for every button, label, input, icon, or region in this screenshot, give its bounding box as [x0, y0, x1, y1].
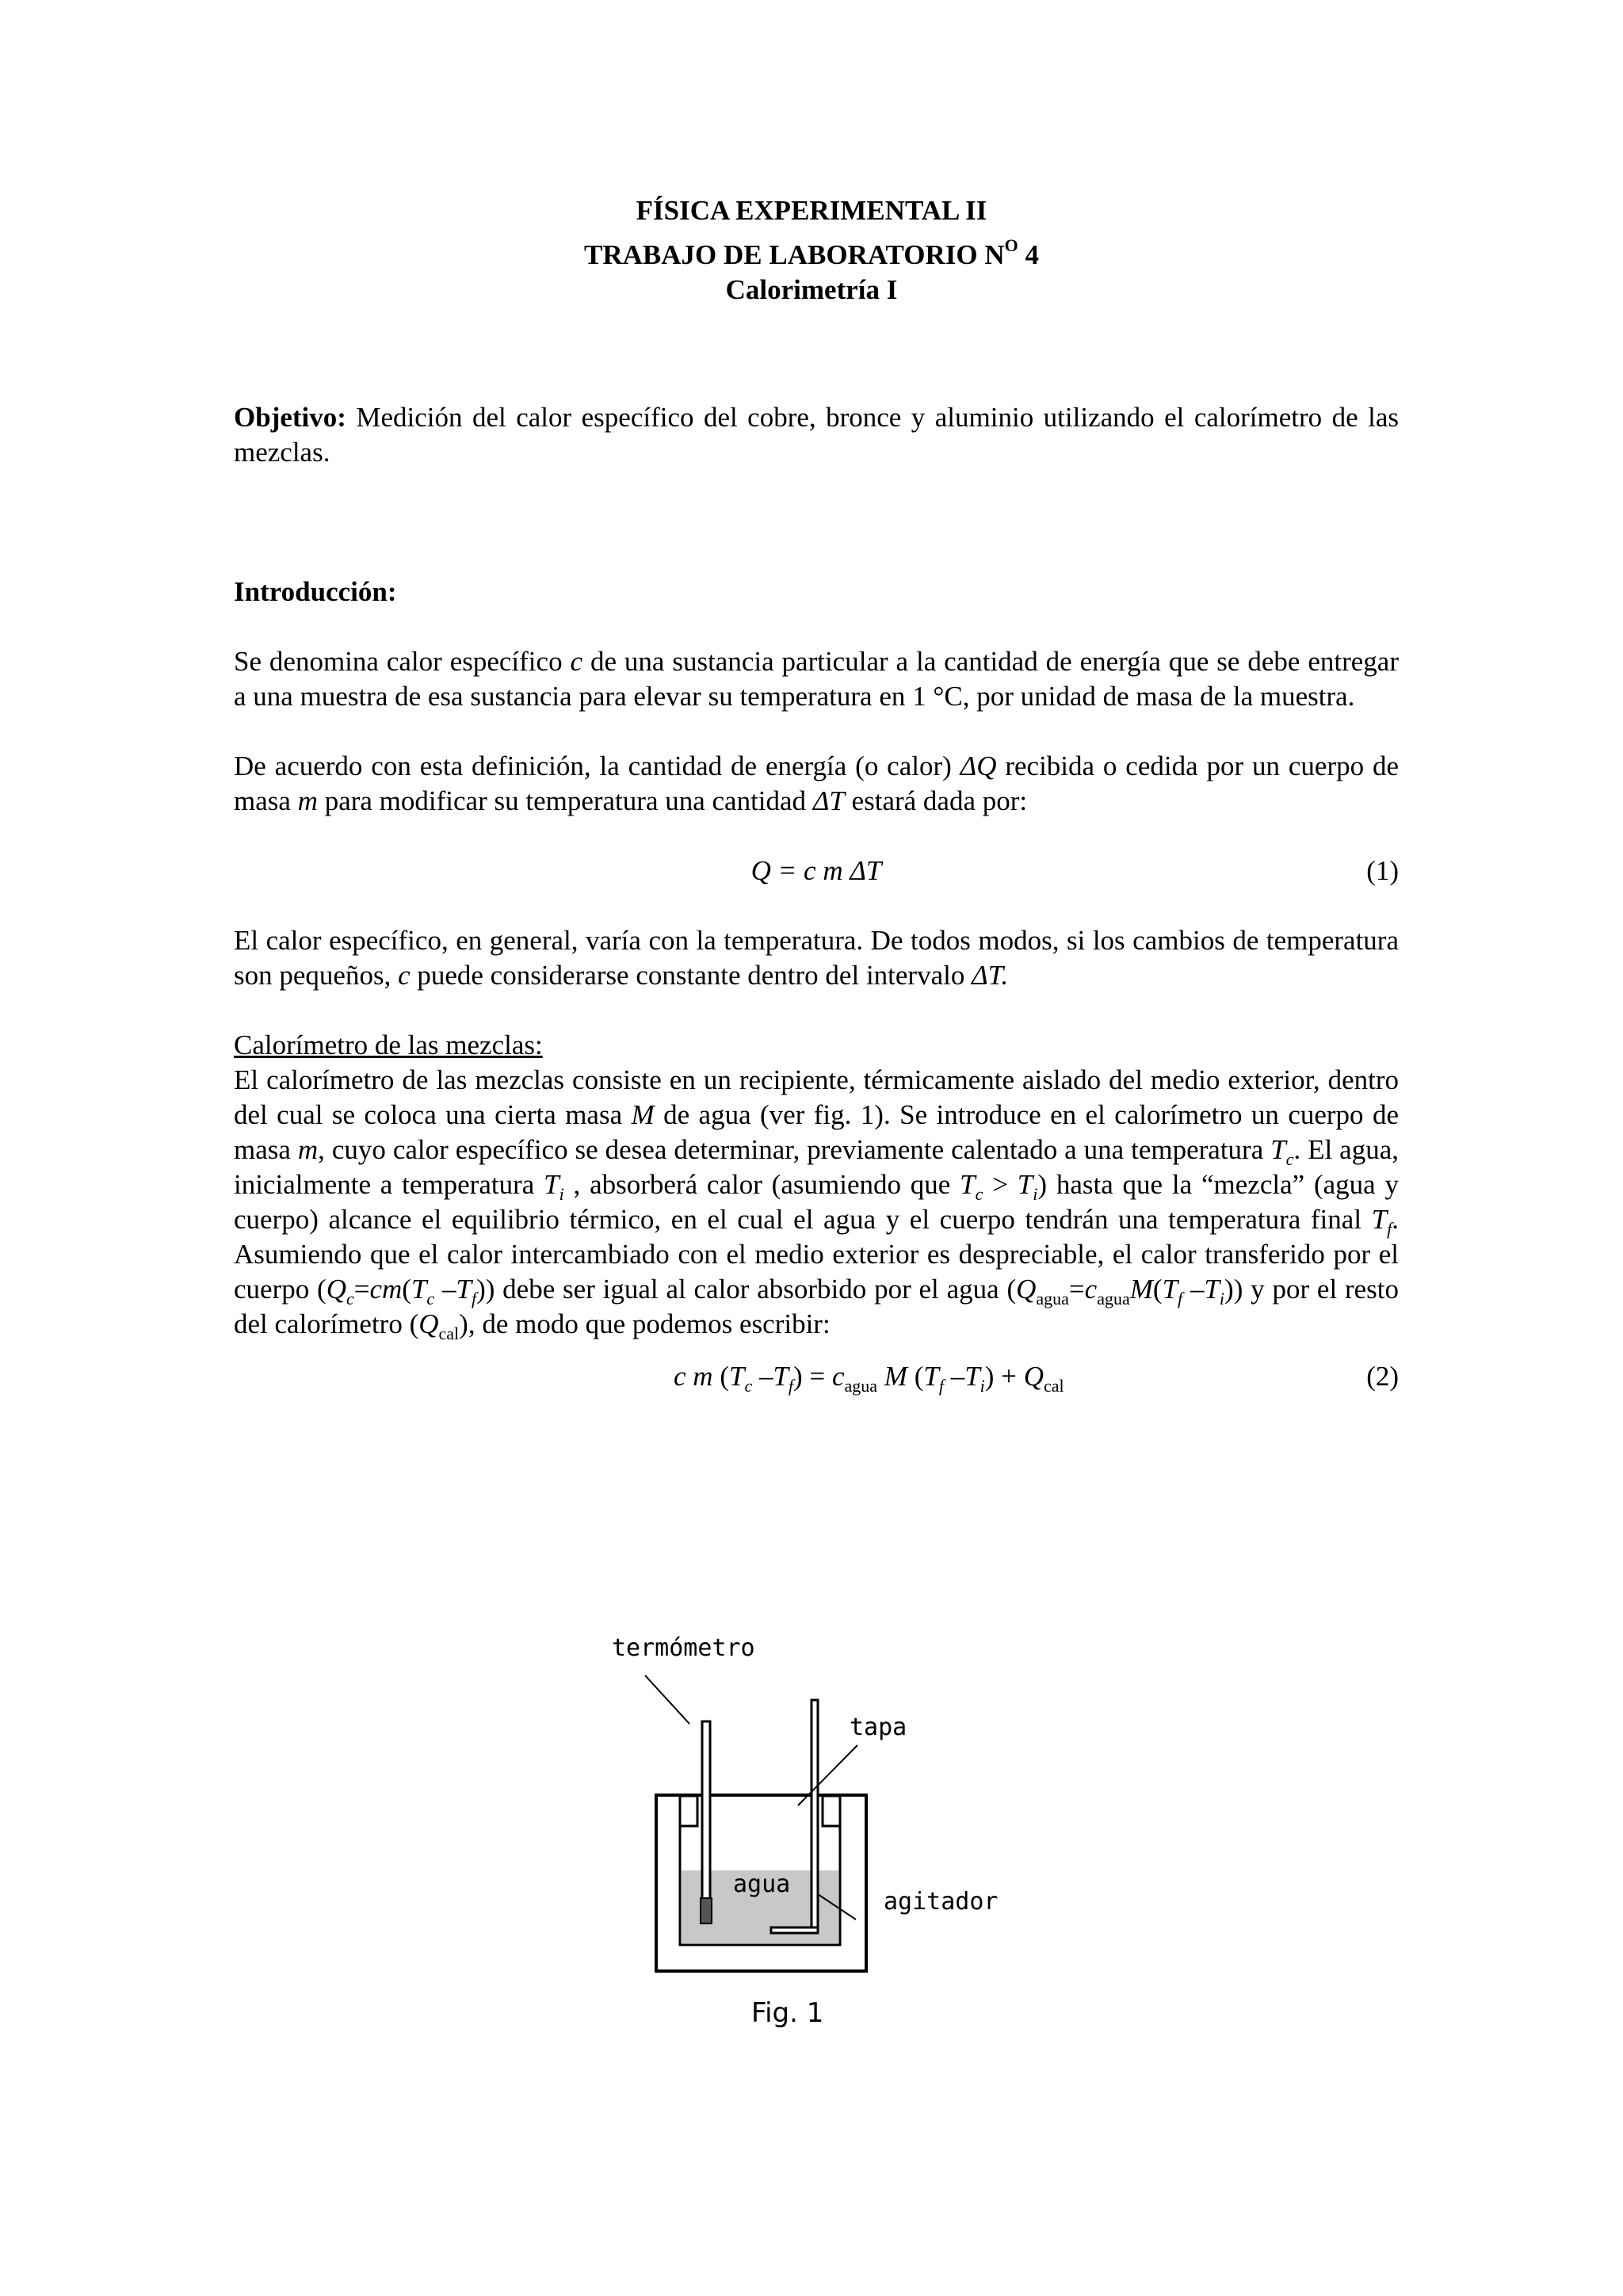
stirrer-rod	[812, 1700, 818, 1932]
mezclas-paragraph: El calorímetro de las mezclas consiste en un recipiente, térmicamente aislado del medio exterior, dentro del cual se coloca una cierta masa M de agua (ver fig. 1). Se introduce en el calorímetro un cuerpo de masa m, cuyo calor específico se desea determinar, previamente calentado a una temperatura $T_c$. El agua, inicialmente a temperatura $T_i$ , absorberá calor (asumiendo que $T_c > T_i$) hasta que la “mezcla” (agua y cuerpo) alcance el equilibrio térmico, en el cual el agua y el cuerpo tendrán una temperatura final $T_f$. Asumiendo que el calor intercambiado con el medio exterior es despreciable, el calor transferido por el cuerpo ($Q_c=cm(T_c$ $-T_f$)) debe ser igual al calor absorbido por el agua ($Q_{agua}=c_{agua}M(T_f$ $-T_i$)) y por el resto del calorímetro $(Q_{cal})$, de modo que podemos escribir:	[234, 1064, 1400, 1343]
thermometer-bulb	[701, 1898, 712, 1924]
termometro-leader	[645, 1675, 689, 1724]
agua-label: agua	[733, 1870, 791, 1898]
termometro-label: termómetro	[612, 1634, 755, 1662]
equation-2	[234, 1359, 1399, 1394]
objective-paragraph: Objetivo: Medición del calor específico del cobre, bronce y aluminio utilizando el calorímetro de las mezclas.	[234, 402, 1399, 468]
calorimeter-figure	[602, 1625, 1030, 2053]
intro-paragraph-2: De acuerdo con esta definición, la cantidad de energía (o calor) ΔQ recibida o cedida por un cuerpo de masa m para modificar su temperatura una cantidad ΔT estará dada por:	[234, 751, 1399, 816]
equation-2-expression: c m ($T_c$ $-T_f) = c_{agua}$ M ($T_f$ $-T_i) + Q_{cal}$	[674, 1361, 1064, 1396]
equation-2-number: (2)	[1366, 1361, 1399, 1392]
mezclas-heading: Calorímetro de las mezclas:	[234, 1030, 543, 1060]
document-header	[0, 193, 1623, 308]
lab-title: TRABAJO DE LABORATORIO $N^O$ 4	[584, 235, 1039, 270]
intro-paragraph-3: El calor específico, en general, varía con la temperatura. De todos modos, si los cambios de temperatura son pequeños, c puede considerarse constante dentro del intervalo ΔT.	[234, 925, 1399, 991]
thermometer	[702, 1721, 710, 1913]
equation-1	[234, 854, 1399, 888]
stirrer-foot	[771, 1927, 818, 1933]
tapa-label: tapa	[850, 1713, 907, 1741]
calorimeter-diagram	[602, 1625, 1030, 2053]
agitador-label: agitador	[884, 1888, 999, 1916]
course-title: FÍSICA EXPERIMENTAL II	[636, 195, 987, 226]
document-body	[234, 400, 1399, 1394]
equation-1-number: (1)	[1366, 855, 1399, 886]
figure-caption: Fig. 1	[751, 1997, 824, 2029]
intro-paragraph-1: Se denomina calor específico c de una sustancia particular a la cantidad de energía que se debe entregar a una muestra de esa sustancia para elevar su temperatura en 1 °C, por unidad de masa de la muestra.	[234, 646, 1399, 712]
equation-1-expression: Q = c m ΔT	[750, 855, 882, 886]
lab-subtitle: Calorimetría I	[725, 274, 898, 305]
lid-right	[823, 1796, 840, 1826]
intro-heading: Introducción:	[234, 576, 397, 607]
lid-left	[680, 1796, 697, 1826]
objective-label: Objetivo:	[234, 402, 346, 433]
